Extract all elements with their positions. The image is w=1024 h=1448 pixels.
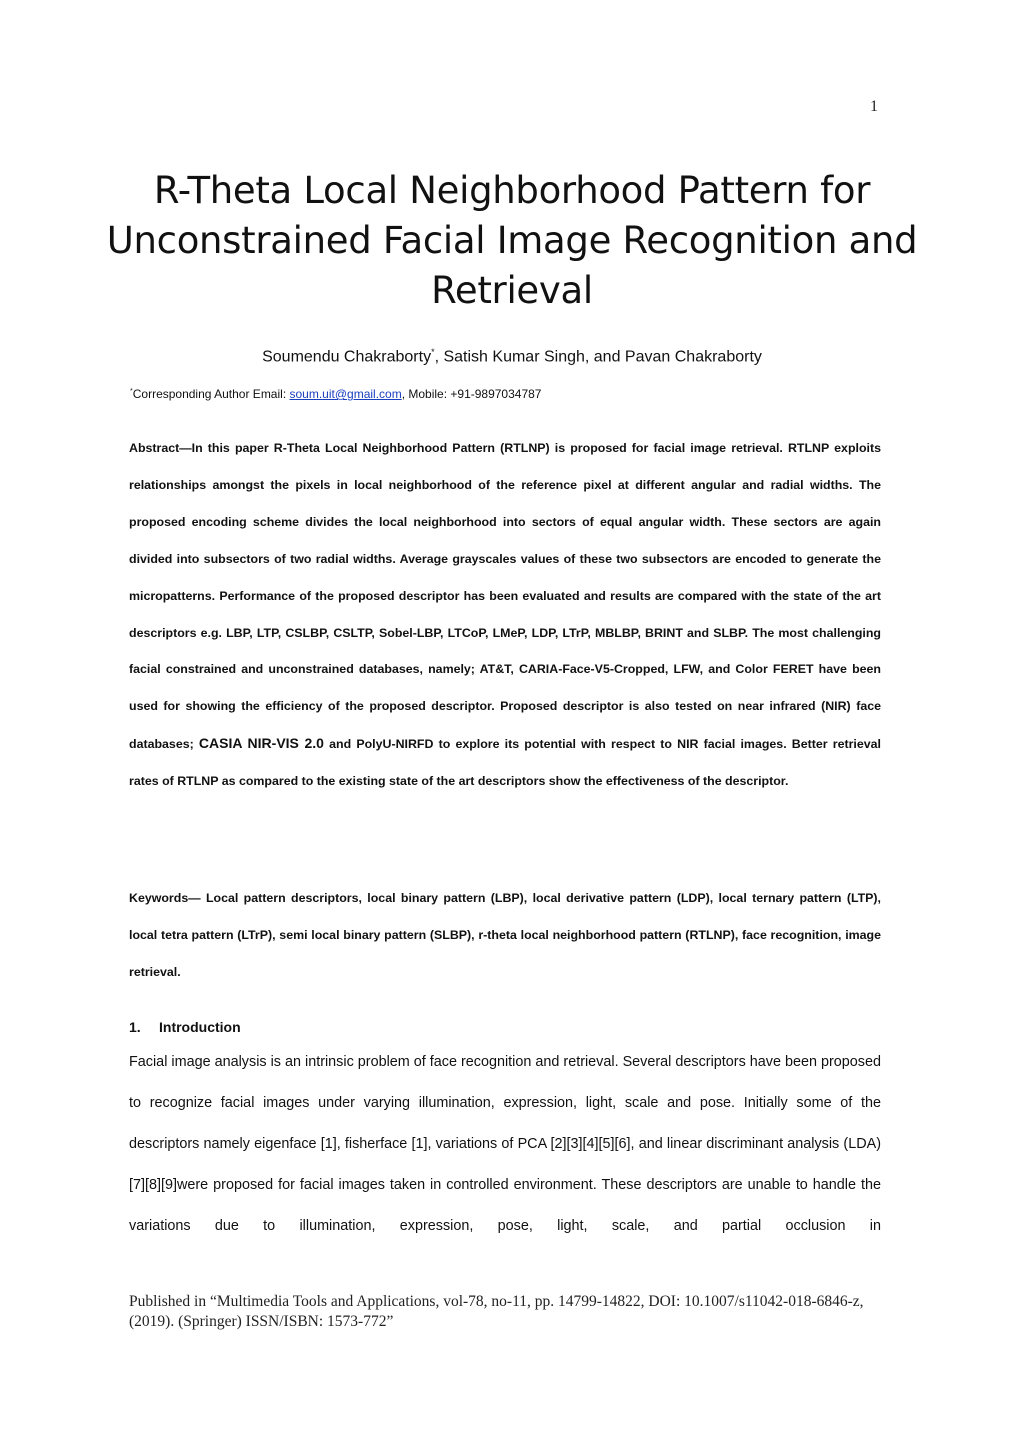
keywords-label: Keywords— — [129, 891, 206, 905]
keywords — [129, 880, 881, 991]
author-list — [100, 347, 924, 366]
section-heading — [129, 1019, 241, 1035]
abstract — [129, 430, 881, 800]
mobile-number: , Mobile: +91-9897034787 — [401, 387, 542, 401]
author-first: Soumendu Chakraborty — [262, 348, 432, 366]
abstract-label: Abstract— — [129, 441, 192, 455]
corresponding-marker: * — [431, 347, 435, 357]
abstract-text-part1: In this paper R-Theta Local Neighborhood Pattern (RTLNP) is proposed for facial image retrieval. RTLNP exploits relationships amongst the pixels in local neighborhood of the reference pixel at different angular and radial widths. The proposed encoding scheme divides the local neighborhood into sectors of equal angular width. These sectors are again divided into subsectors of two radial widths. Average grayscales values of these two subsectors are encoded to generate the micropatterns. Performance of the proposed descriptor has been evaluated and results are compared with the state of the art descriptors e.g. LBP, LTP, CSLBP, CSLTP, Sobel-LBP, LTCoP, LMeP, LDP, LTrP, MBLBP, BRINT and SLBP. The most challenging facial constrained and unconstrained databases, namely; AT&T, CARIA-Face-V5-Cropped, LFW, and Color FERET have been used for showing the efficiency of the proposed descriptor. Proposed descriptor is also tested on near infrared (NIR) face databases; — [129, 441, 881, 752]
title-line: Unconstrained Facial Image Recognition and — [106, 219, 918, 262]
title-line: Retrieval — [431, 269, 593, 312]
abstract-text-part2: and PolyU-NIRFD to explore its potential with respect to NIR facial images. Better retrieval rates of RTLNP as compared to the existing state of the art descriptors show the effectiveness of the descriptor. — [129, 737, 881, 789]
abstract-casia: CASIA NIR-VIS 2.0 — [198, 735, 324, 752]
corresponding-author-line — [130, 387, 541, 401]
section-title: Introduction — [159, 1019, 241, 1035]
publication-footer: Published in “Multimedia Tools and Applications, vol-78, no-11, pp. 14799-14822, DOI: 10.1007/s11042-018-6846-z, (2019). (Springer) ISSN/ISBN: 1573-772” — [129, 1293, 864, 1330]
title-line: R-Theta Local Neighborhood Pattern for — [153, 169, 871, 212]
intro-paragraph: Facial image analysis is an intrinsic problem of face recognition and retrieval. Several descriptors have been proposed to recognize facial images under varying illumination, expression, light, scale and pose. Initially some of the descriptors namely eigenface [1], fisherface [1], variations of PCA [2][3][4][5][6], and linear discriminant analysis (LDA) [7][8][9]were proposed for facial images taken in controlled environment. These descriptors are unable to handle the variations due to illumination, expression, pose, light, scale, and partial occlusion in — [129, 1054, 881, 1234]
corresponding-note-marker: * — [130, 388, 133, 395]
paper-title — [100, 166, 924, 316]
author-rest: , Satish Kumar Singh, and Pavan Chakraborty — [434, 348, 762, 366]
keywords-text: Local pattern descriptors, local binary pattern (LBP), local derivative pattern (LDP), local ternary pattern (LTP), local tetra pattern (LTrP), semi local binary pattern (SLBP), r-theta local neighborhood pattern (RTLNP), face recognition, image retrieval. — [129, 891, 881, 979]
corresponding-label: Corresponding Author Email: — [132, 387, 290, 401]
email-link[interactable]: soum.uit@gmail.com — [289, 387, 402, 401]
page-number: 1 — [870, 98, 878, 115]
section-number: 1. — [129, 1019, 141, 1035]
